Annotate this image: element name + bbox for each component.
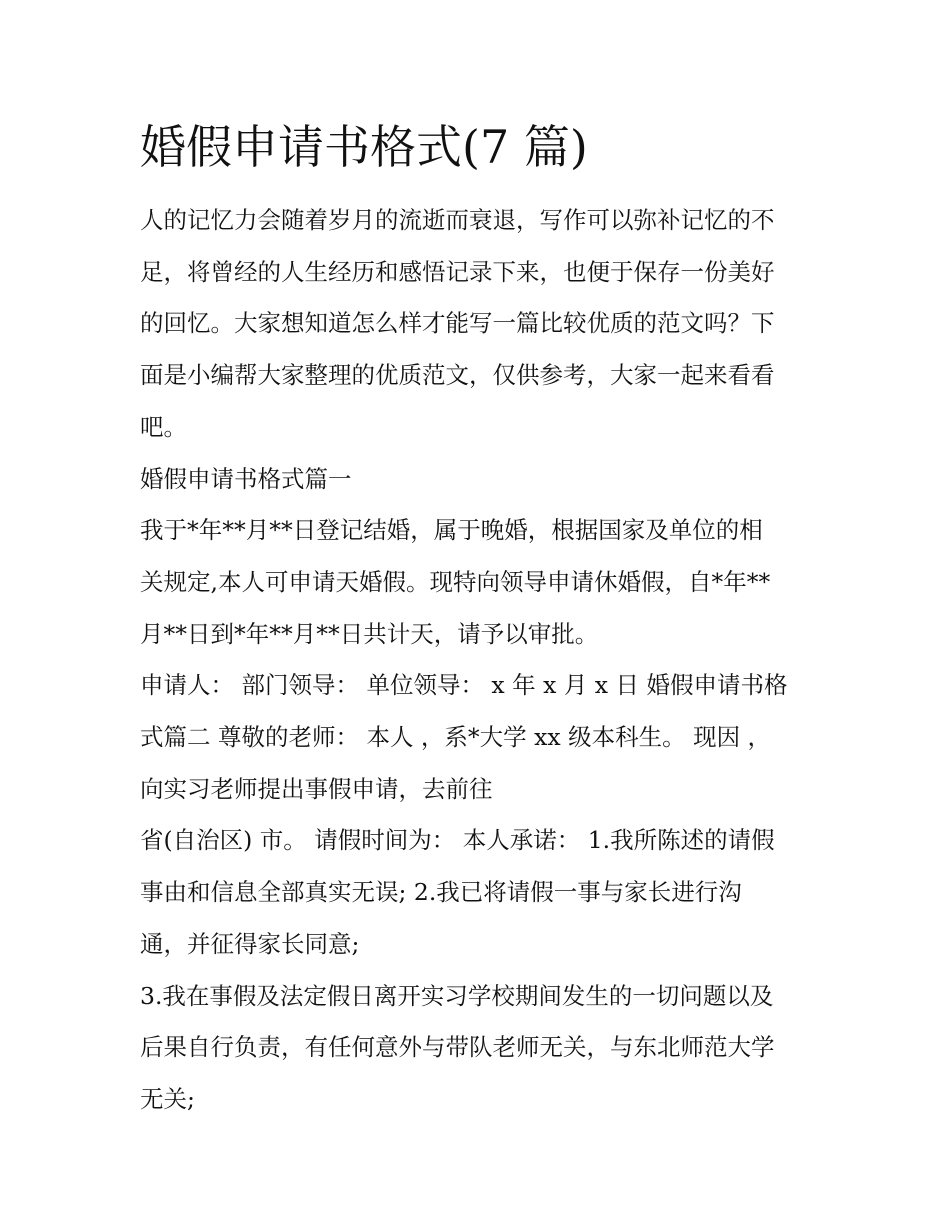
text-line: 足，将曾经的人生经历和感悟记录下来，也便于保存一份美好 xyxy=(140,257,775,286)
text-line: 人的记忆力会随着岁月的流逝而衰退，写作可以弥补记忆的不 xyxy=(140,206,775,234)
text-line: 的回忆。大家想知道怎么样才能写一篇比较优质的范文吗？下 xyxy=(140,309,775,338)
text-line: 我于*年**月**日登记结婚，属于晚婚，根据国家及单位的相 xyxy=(140,516,763,545)
text-line: 吧。 xyxy=(140,412,187,441)
text-line: 婚假申请书格式篇一 xyxy=(140,464,352,493)
text-line: 申请人： 部门领导： 单位领导： x 年 x 月 x 日 婚假申请书格 xyxy=(140,671,788,700)
text-line: 面是小编帮大家整理的优质范文，仅供参考，大家一起来看看 xyxy=(140,361,775,390)
intro-paragraph xyxy=(140,195,820,454)
body-paragraph xyxy=(140,971,820,1126)
body-paragraph xyxy=(140,505,820,660)
text-line: 无关; xyxy=(140,1084,195,1113)
document-title: 婚假申请书格式(7 篇) xyxy=(140,120,588,174)
section-heading xyxy=(140,454,820,506)
text-line: 省(自治区) 市。 请假时间为： 本人承诺： 1.我所陈述的请假 xyxy=(140,826,775,855)
text-line: 事由和信息全部真实无误; 2.我已将请假一事与家长进行沟 xyxy=(140,878,742,907)
text-line: 后果自行负责，有任何意外与带队老师无关，与东北师范大学 xyxy=(140,1033,775,1062)
text-line: 式篇二 尊敬的老师： 本人 ，系*大学 xx 级本科生。 现因 ， xyxy=(140,723,772,752)
body-paragraph xyxy=(140,815,820,970)
text-line: 关规定,本人可申请天婚假。现特向领导申请休婚假，自*年** xyxy=(140,567,771,596)
text-line: 向实习老师提出事假申请，去前往 xyxy=(140,774,493,803)
text-line: 3.我在事假及法定假日离开实习学校期间发生的一切问题以及 xyxy=(140,981,774,1010)
text-line: 月**日到*年**月**日共计天，请予以审批。 xyxy=(140,619,599,648)
document-body xyxy=(140,195,820,1126)
text-line: 通，并征得家长同意; xyxy=(140,929,360,958)
body-paragraph xyxy=(140,660,820,815)
